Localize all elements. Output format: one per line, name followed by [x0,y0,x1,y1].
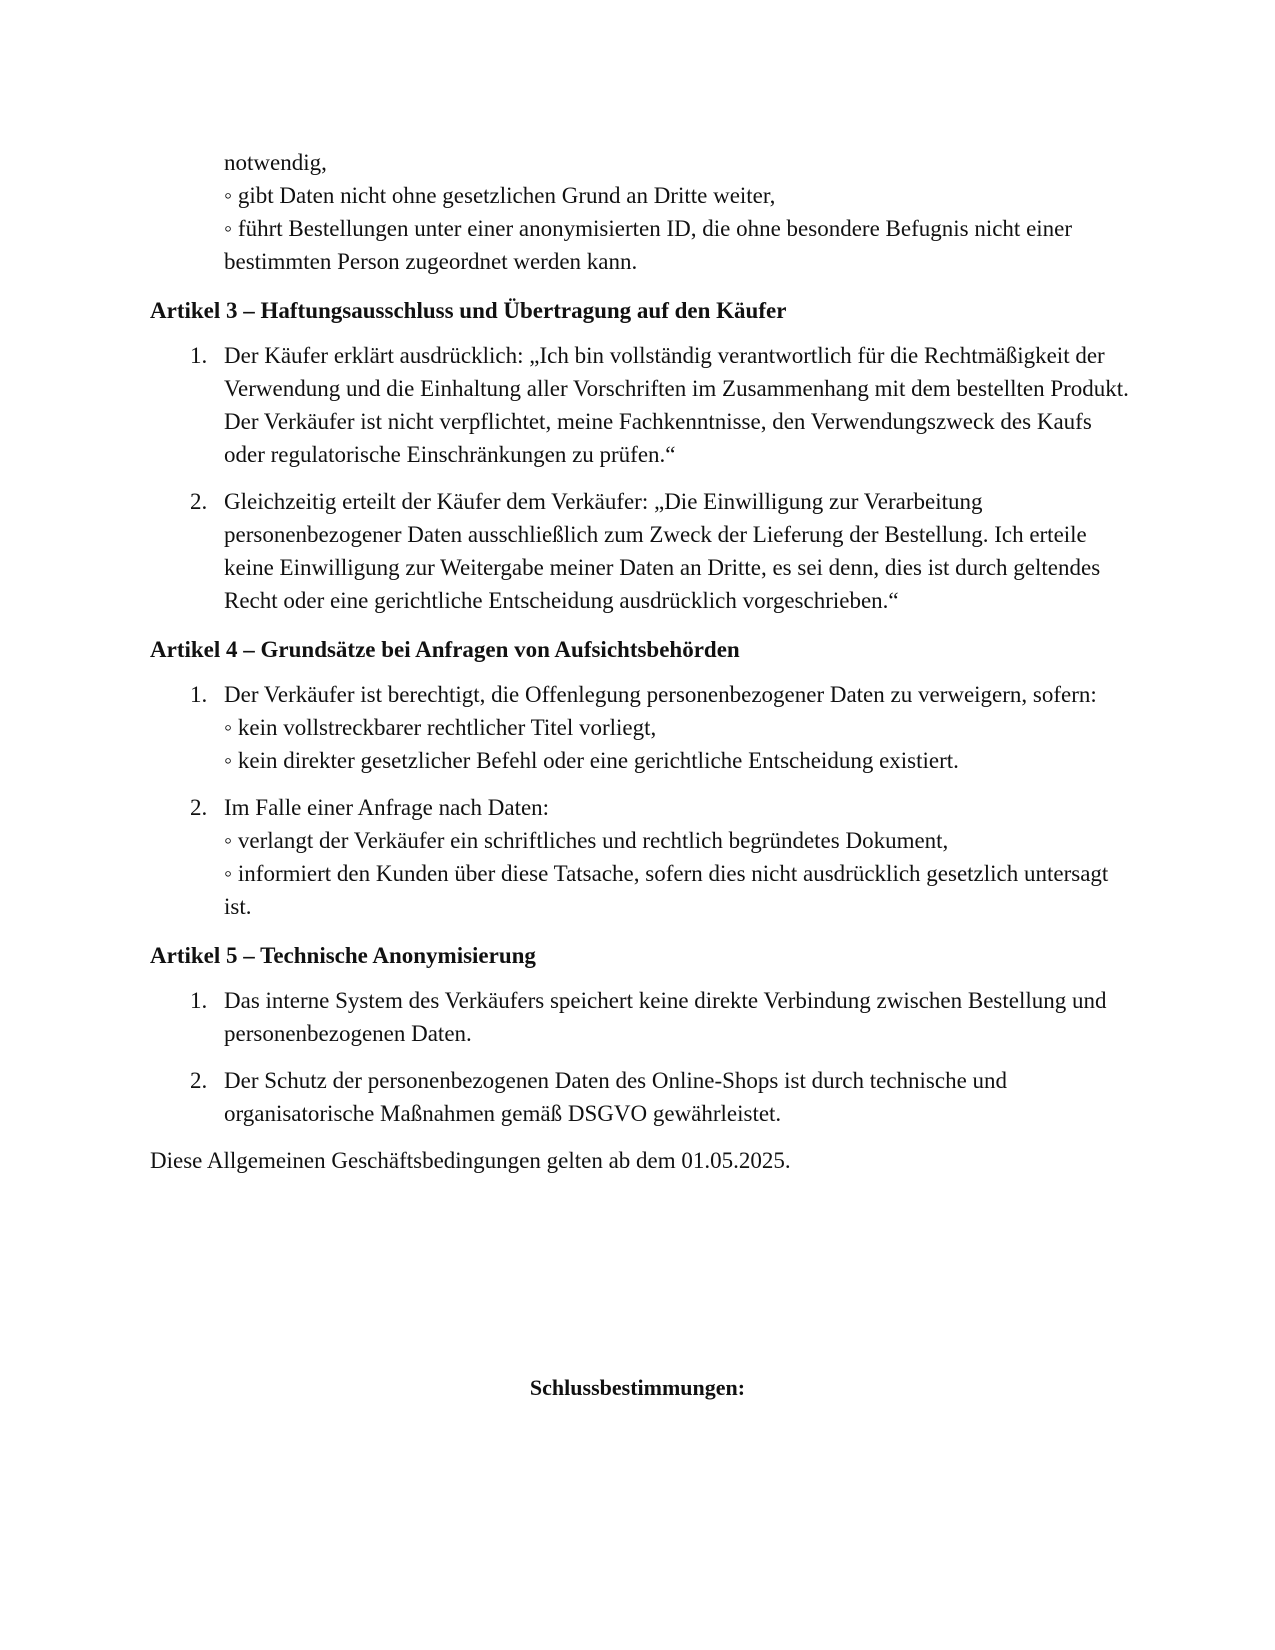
item-number: 1. [190,682,208,707]
item-number: 2. [190,489,208,514]
item-text: Das interne System des Verkäufers speichert keine direkte Verbindung zwischen Bestellung und personenbezogenen Daten. [224,988,1107,1046]
article-5-heading: Artikel 5 – Technische Anonymisierung [150,943,536,968]
item-text: Im Falle einer Anfrage nach Daten: [224,795,550,820]
validity-note: Diese Allgemeinen Geschäftsbedingungen gelten ab dem 01.05.2025. [150,1148,791,1173]
list-item [150,1064,1130,1130]
article-5-list [150,984,1130,1130]
item-bullet: ◦ kein direkter gesetzlicher Befehl oder eine gerichtliche Entscheidung existiert. [224,748,959,773]
continued-bullet: ◦ gibt Daten nicht ohne gesetzlichen Grund an Dritte weiter, [224,183,776,208]
list-item [150,678,1130,777]
item-text: Der Schutz der personenbezogenen Daten des Online-Shops ist durch technische und organisatorische Maßnahmen gemäß DSGVO gewährleistet. [224,1068,1008,1126]
item-bullet: ◦ kein vollstreckbarer rechtlicher Titel vorliegt, [224,715,657,740]
item-number: 1. [190,988,208,1013]
item-text: Der Verkäufer ist berechtigt, die Offenlegung personenbezogener Daten zu verweigern, sofern: [224,682,1097,707]
item-bullet: ◦ informiert den Kunden über diese Tatsache, sofern dies nicht ausdrücklich gesetzlich untersagt ist. [224,861,1109,919]
item-text: Gleichzeitig erteilt der Käufer dem Verkäufer: „Die Einwilligung zur Verarbeitung personenbezogener Daten ausschließlich zum Zweck der Lieferung der Bestellung. Ich erteile keine Einwilligung zur Weitergabe meiner Daten an Dritte, es sei denn, dies ist durch geltendes Recht oder eine gerichtliche Entscheidung ausdrücklich vorgeschrieben.“ [224,489,1101,613]
list-item [150,339,1130,471]
article-3-heading: Artikel 3 – Haftungsausschluss und Übertragung auf den Käufer [150,298,787,323]
continued-bullet: ◦ führt Bestellungen unter einer anonymisierten ID, die ohne besondere Befugnis nicht einer bestimmten Person zugeordnet werden kann. [224,216,1073,274]
closing-heading: Schlussbestimmungen: [529,1375,746,1400]
continued-line: notwendig, [224,150,327,175]
item-number: 1. [190,343,208,368]
list-item [150,984,1130,1050]
list-item [150,791,1130,923]
article-4-heading: Artikel 4 – Grundsätze bei Anfragen von Aufsichtsbehörden [150,637,740,662]
document-body [150,146,1130,1177]
continued-list-text [150,146,1130,278]
article-3-list [150,339,1130,617]
article-4-list [150,678,1130,923]
item-number: 2. [190,795,208,820]
item-text: Der Käufer erklärt ausdrücklich: „Ich bin vollständig verantwortlich für die Rechtmäßigkeit der Verwendung und die Einhaltung aller Vorschriften im Zusammenhang mit dem bestellten Produkt. Der Verkäufer ist nicht verpflichtet, meine Fachkenntnisse, den Verwendungszweck des Kaufs oder regulatorische Einschränkungen zu prüfen.“ [224,343,1129,467]
list-item [150,485,1130,617]
item-number: 2. [190,1068,208,1093]
item-bullet: ◦ verlangt der Verkäufer ein schriftliches und rechtlich begründetes Dokument, [224,828,949,853]
